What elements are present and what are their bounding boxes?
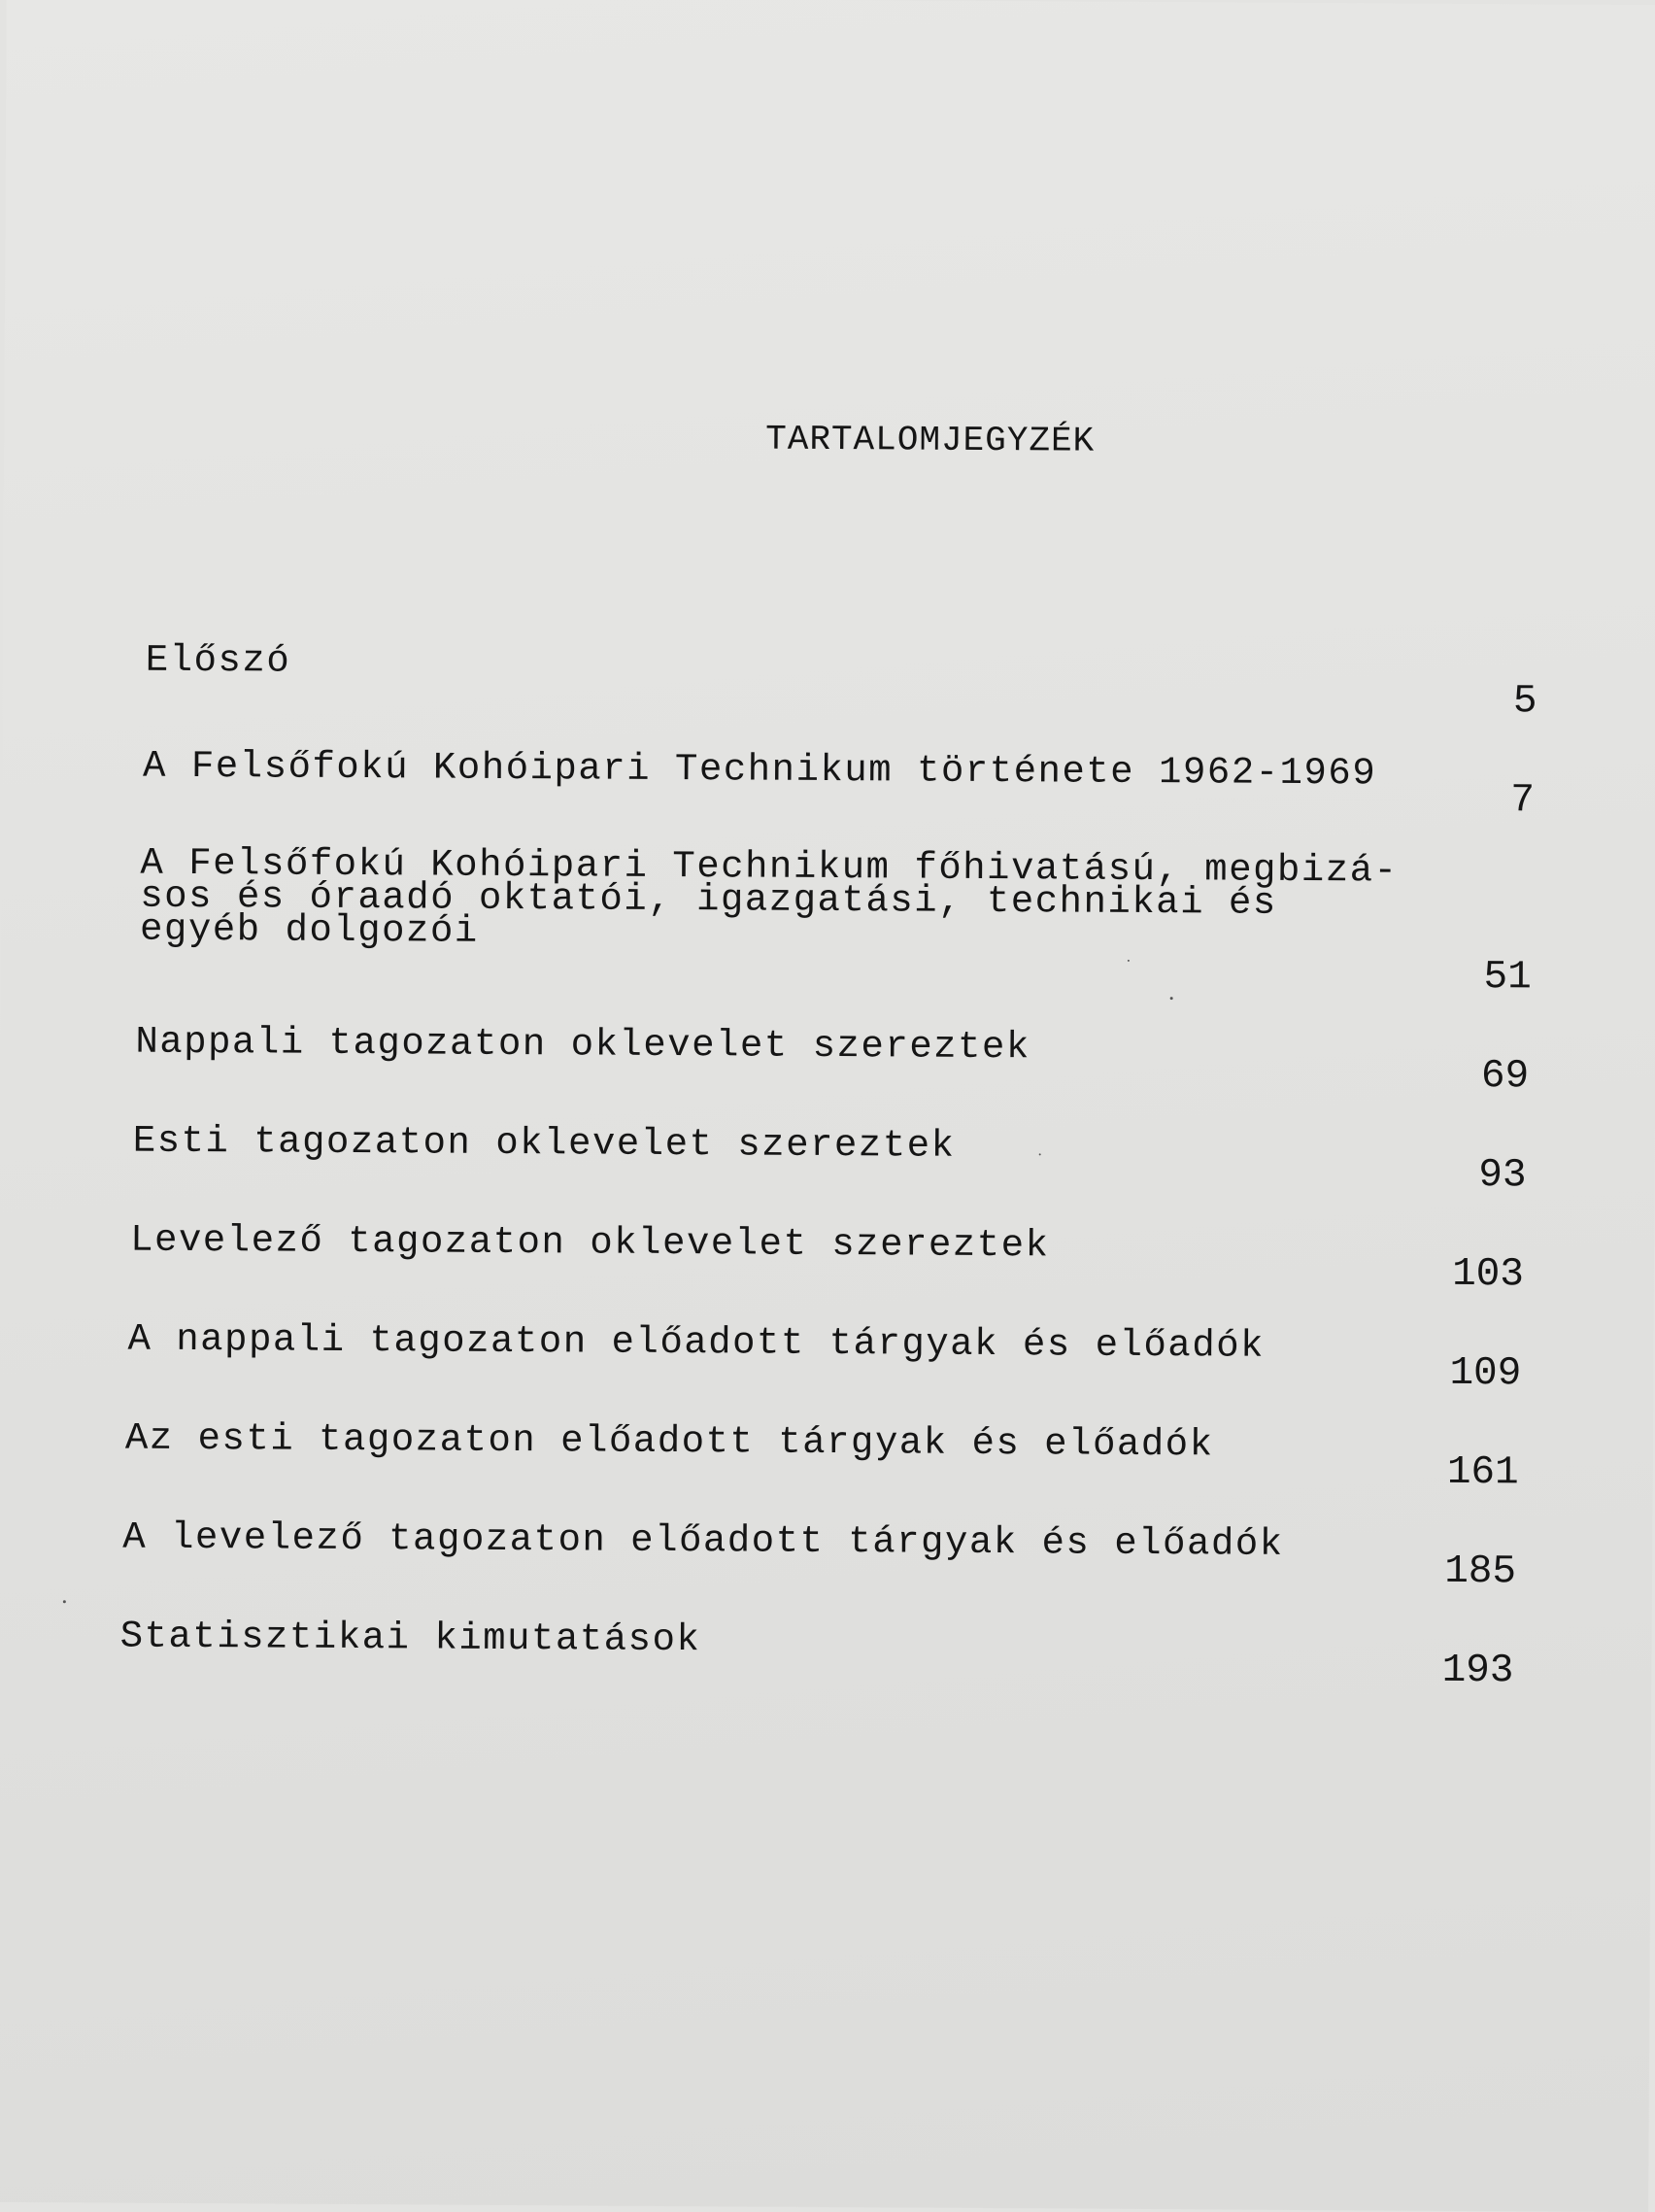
page-title: TARTALOMJEGYZÉK xyxy=(765,419,1096,461)
toc-entry-page-number: 193 xyxy=(1441,1648,1514,1694)
toc-entry-title: Nappali tagozaton oklevelet szereztek xyxy=(135,1020,1030,1070)
toc-entry-page-number: 161 xyxy=(1446,1449,1519,1496)
toc-entry-page-number: 93 xyxy=(1478,1153,1527,1199)
toc-entry-page-number: 7 xyxy=(1510,778,1536,824)
toc-entry-title: Esti tagozaton oklevelet szereztek xyxy=(132,1119,956,1168)
toc-entry-page-number: 103 xyxy=(1451,1251,1525,1298)
toc-entry-title: Előszó xyxy=(145,638,291,683)
paper-speck xyxy=(1039,1153,1041,1155)
toc-entry-page-number: 109 xyxy=(1449,1350,1522,1397)
paper-speck xyxy=(63,1600,66,1603)
toc-entry-title: Az esti tagozaton előadott tárgyak és előadók xyxy=(124,1416,1214,1467)
toc-entry-title: Statisztikai kimutatások xyxy=(119,1615,701,1662)
toc-entry-title: A nappali tagozaton előadott tárgyak és előadók xyxy=(127,1317,1266,1368)
toc-entry-page-number: 185 xyxy=(1444,1548,1517,1595)
toc-entry-title: Levelező tagozaton oklevelet szereztek xyxy=(129,1218,1050,1268)
paper-speck xyxy=(1170,997,1173,1000)
toc-entry-title: A Felsőfokú Kohóipari Technikum története 1962-1969 xyxy=(142,744,1377,796)
toc-entry-title: A levelező tagozaton előadott tárgyak és előadók xyxy=(122,1515,1284,1566)
toc-entry-title: A Felsőfokú Kohóipari Technikum főhivatású, megbizá- sos és óraadó oktatói, igazgatási, technikai és egyéb dolgozói xyxy=(139,841,1399,953)
toc-entry-page-number: 69 xyxy=(1480,1054,1530,1100)
toc-entry-page-number: 51 xyxy=(1483,955,1532,1001)
paper-speck xyxy=(1128,960,1130,962)
toc-entry-page-number: 5 xyxy=(1512,679,1537,725)
